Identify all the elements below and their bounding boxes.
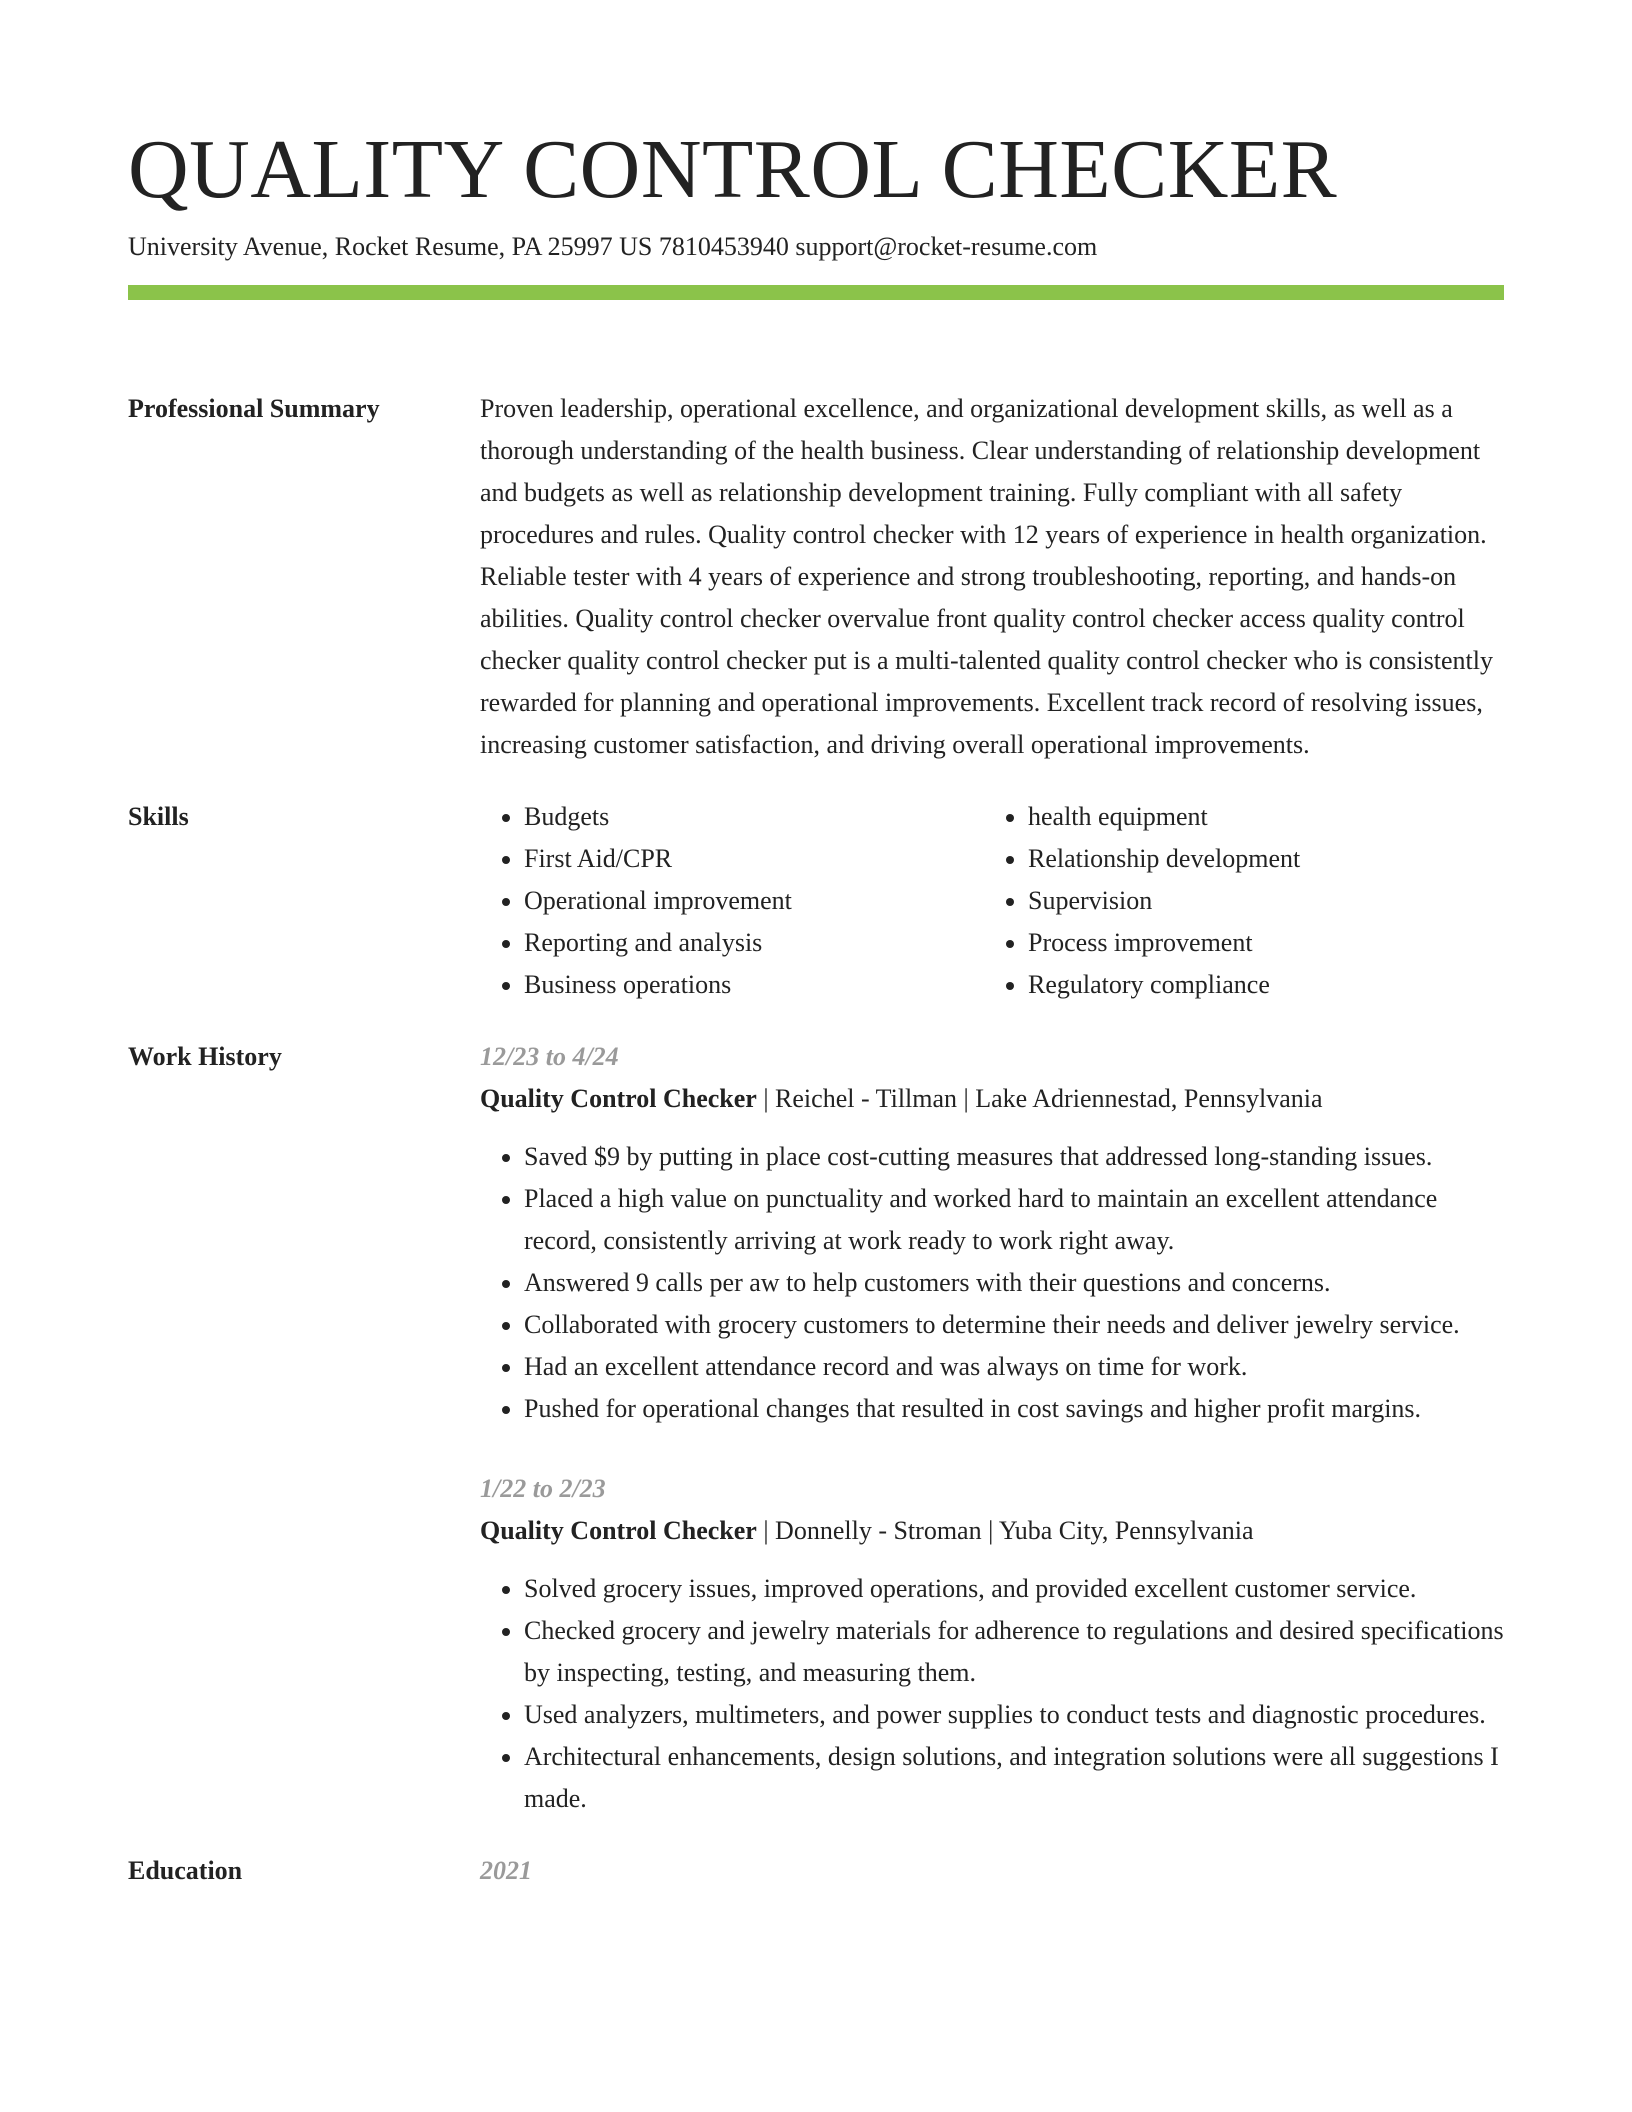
job-role: Quality Control Checker: [480, 1084, 757, 1113]
work-title: Work History: [128, 1042, 282, 1071]
skills-title: Skills: [128, 802, 189, 831]
job-bullet: • Collaborated with grocery customers to determine their needs and deliver jewelry service.: [524, 1304, 1504, 1346]
summary-text: Proven leadership, operational excellence, and organizational development skills, as well as a thorough understanding of the health business. Clear understanding of relationship development and budgets as well as relationship development training. Fully compliant with all safety procedures and rules. Quality control checker with 12 years of experience in health organization. Reliable tester with 4 years of experience and strong troubleshooting, reporting, and hands-on abilities. Quality control checker overvalue front quality control checker access quality control checker quality control checker put is a multi-talented quality control checker who is consistently rewarded for planning and operational improvements. Excellent track record of resolving issues, increasing customer satisfaction, and driving overall operational improvements.: [480, 394, 1493, 759]
resume-page: [128, 118, 1504, 1892]
job-dates: 1/22 to 2/23: [480, 1474, 606, 1503]
header-accent-rule: [128, 285, 1504, 300]
contact-phone: 7810453940: [658, 232, 789, 261]
job-bullet: • Saved $9 by putting in place cost-cutting measures that addressed long-standing issues.: [524, 1136, 1504, 1178]
job-entry: [480, 1468, 1504, 1820]
skill-item: • Relationship development: [1028, 838, 1488, 880]
job-bullet: • Had an excellent attendance record and was always on time for work.: [524, 1346, 1504, 1388]
job-details: | Reichel - Tillman | Lake Adriennestad, Pennsylvania: [756, 1084, 1323, 1113]
skill-item: • Budgets: [524, 796, 984, 838]
job-role: Quality Control Checker: [480, 1516, 757, 1545]
skill-item: • Supervision: [1028, 880, 1488, 922]
job-bullet: • Answered 9 calls per aw to help customers with their questions and concerns.: [524, 1262, 1504, 1304]
job-details: | Donnelly - Stroman | Yuba City, Pennsylvania: [756, 1516, 1254, 1545]
job-bullet: • Solved grocery issues, improved operations, and provided excellent customer service.: [524, 1568, 1504, 1610]
education-title: Education: [128, 1856, 243, 1885]
skill-item: • Business operations: [524, 964, 984, 1006]
skills-column-left: [480, 796, 984, 1006]
skill-item: • First Aid/CPR: [524, 838, 984, 880]
summary-body: [480, 388, 1504, 766]
education-section: [128, 1850, 1504, 1892]
job-bullet: • Pushed for operational changes that resulted in cost savings and higher profit margins.: [524, 1388, 1504, 1430]
resume-name: QUALITY CONTROL CHECKER: [128, 123, 1338, 216]
job-role-line: [480, 1078, 1504, 1120]
job-bullet: • Checked grocery and jewelry materials for adherence to regulations and desired specifications by inspecting, testing, and measuring them.: [524, 1610, 1504, 1694]
job-entry: [480, 1036, 1504, 1430]
job-bullets: [480, 1568, 1504, 1820]
work-body: [480, 1036, 1504, 1820]
summary-title: Professional Summary: [128, 394, 380, 423]
education-year: 2021: [480, 1856, 532, 1885]
contact-line: [128, 230, 1504, 264]
job-bullet: • Placed a high value on punctuality and worked hard to maintain an excellent attendance record, consistently arriving at work ready to work right away.: [524, 1178, 1504, 1262]
skill-item: • health equipment: [1028, 796, 1488, 838]
skill-item: • Reporting and analysis: [524, 922, 984, 964]
job-role-line: [480, 1510, 1504, 1552]
contact-address: University Avenue, Rocket Resume, PA 25997 US: [128, 232, 653, 261]
job-dates: 12/23 to 4/24: [480, 1042, 619, 1071]
education-body: [480, 1850, 1504, 1892]
summary-section: [128, 388, 1504, 766]
skills-column-right: [984, 796, 1488, 1006]
job-bullet: • Architectural enhancements, design solutions, and integration solutions were all suggestions I made.: [524, 1736, 1504, 1820]
skill-item: • Regulatory compliance: [1028, 964, 1488, 1006]
work-section: [128, 1036, 1504, 1820]
skills-grid: [480, 796, 1504, 1006]
job-bullet: • Used analyzers, multimeters, and power supplies to conduct tests and diagnostic procedures.: [524, 1694, 1504, 1736]
skill-item: • Process improvement: [1028, 922, 1488, 964]
skills-section: [128, 796, 1504, 1006]
contact-email: support@rocket-resume.com: [795, 232, 1098, 261]
job-bullets: [480, 1136, 1504, 1430]
skill-item: • Operational improvement: [524, 880, 984, 922]
